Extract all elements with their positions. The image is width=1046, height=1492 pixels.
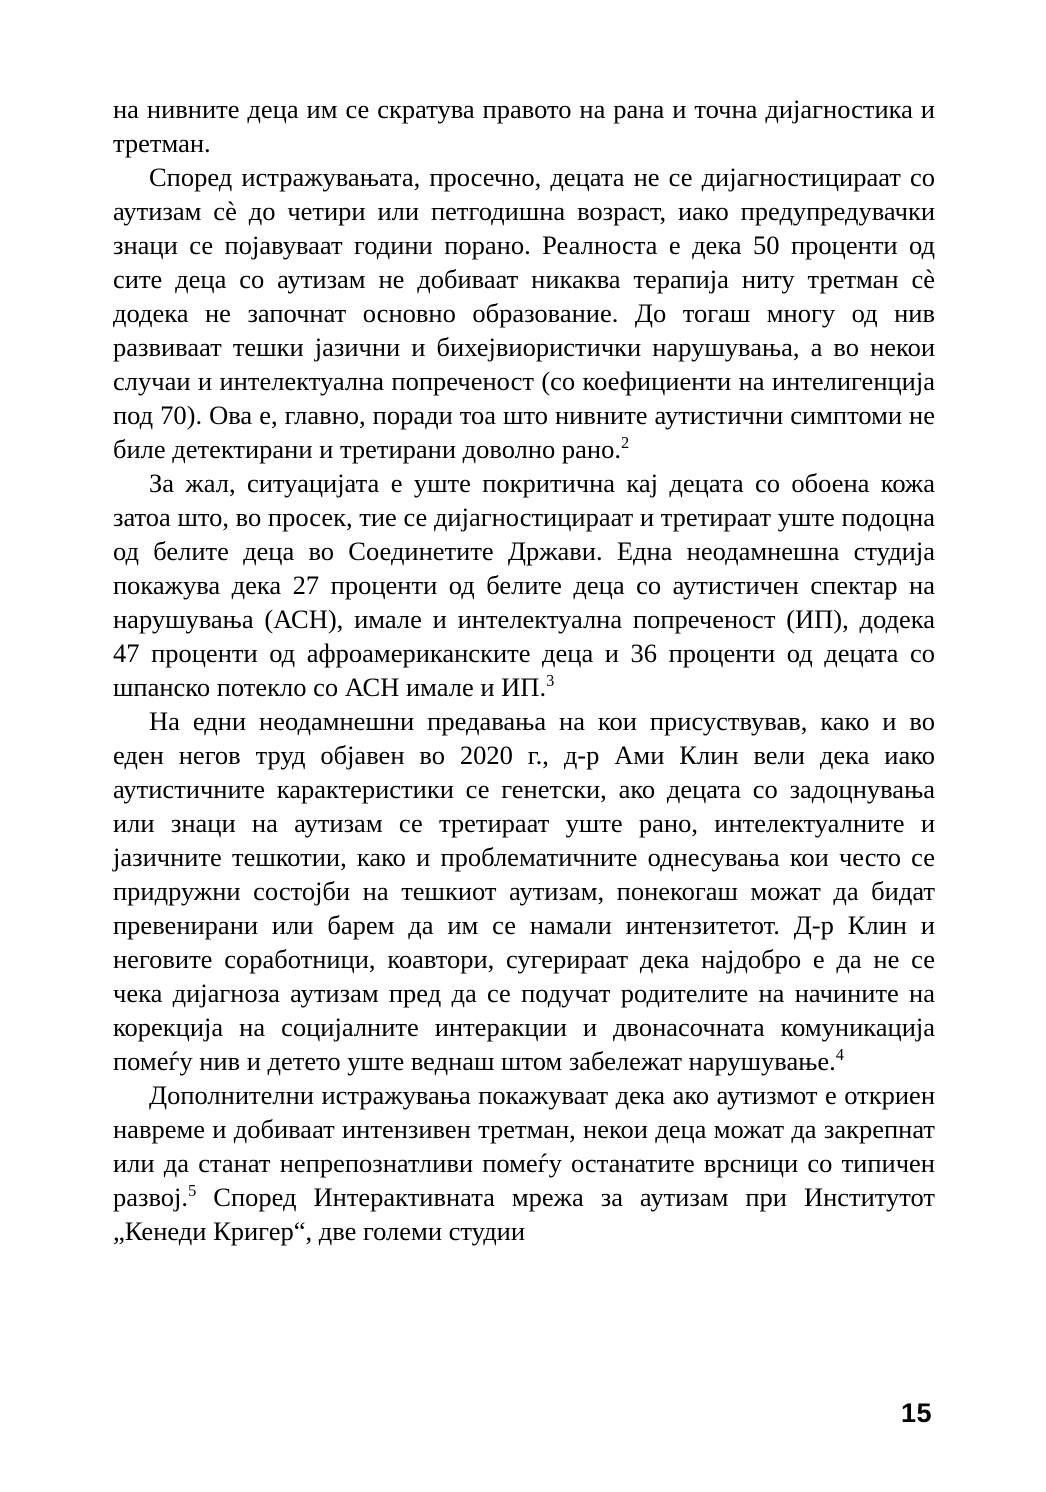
paragraph-text: За жал, ситуацијата е уште покритична кај децата со обоена кожа затоа што, во просек, тие се дијагностицираат и третираат уште подоцна од белите деца во Соединетите Држави. Една неодамнешна студија покажува дека 27 проценти од белите деца со аутистичен спектар на нарушувања (АСН), имале и интелектуална попреченост (ИП), додека 47 проценти од афроамериканските деца и 36 проценти од децата со шпанско потекло со АСН имале и ИП.: [113, 468, 935, 702]
page-text-body: [113, 92, 935, 1248]
footnote-marker-5[interactable]: 5: [188, 1181, 197, 1201]
paragraph-text: Дополнителни истражувања покажуваат дека ако аутизмот е откриен навреме и добиваат интензивен третман, некои деца можат да закрепнат или да станат непрепознатливи помеѓу останатите врсници со типичен развој.: [113, 1080, 935, 1212]
paragraph-continuation: [113, 92, 935, 160]
paragraph-text: Според истражувањата, просечно, децата не се дијагностицираат со аутизам сѐ до четири или петгодишна возраст, иако предупредувачки знаци се појавуваат години порано. Реалноста е дека 50 проценти од сите деца со аутизам не добиваат никаква терапија ниту третман сѐ додека не започнат основно образование. До тогаш многу од нив развиваат тешки јазични и бихејвиористички нарушувања, а во некои случаи и интелектуална попреченост (со коефициенти на интелигенција под 70). Ова е, главно, поради тоа што нивните аутистични симптоми не биле детектирани и третирани доволно рано.: [113, 162, 935, 464]
paragraph-text-after: Според Интерактивната мрежа за аутизам при Институтот „Кенеди Кригер“, две големи студии: [113, 1182, 935, 1246]
paragraph-children-of-color: [113, 466, 935, 704]
paragraph-text: На едни неодамнешни предавања на кои присуствував, како и во еден негов труд објавен во 2020 г., д-р Ами Клин вели дека иако аутистичните карактеристики се генетски, ако децата со задоцнувања или знаци на аутизам се третираат уште рано, интелектуалните и јазичните тешкотии, како и проблематичните однесувања кои често се придружни состојби на тешкиот аутизам, понекогаш можат да бидат превенирани или барем да им се намали интензитетот. Д-р Клин и неговите соработници, коавтори, сугерираат дека најдобро е да не се чека дијагноза аутизам пред да се подучат родителите на начините на корекција на социјалните интеракции и двонасочната комуникација помеѓу нив и детето уште веднаш штом забележат нарушување.: [113, 706, 935, 1076]
footnote-marker-2[interactable]: 2: [620, 433, 630, 453]
paragraph-additional-research: [113, 1078, 935, 1248]
footnote-marker-3[interactable]: 3: [546, 671, 555, 691]
paragraph-research-averages: [113, 160, 935, 466]
paragraph-ami-klin: [113, 704, 935, 1078]
page-number: 15: [900, 1398, 932, 1428]
paragraph-text: на нивните деца им се скратува правото на рана и точна дијагностика и третман.: [113, 94, 935, 158]
footnote-marker-4[interactable]: 4: [835, 1045, 844, 1065]
